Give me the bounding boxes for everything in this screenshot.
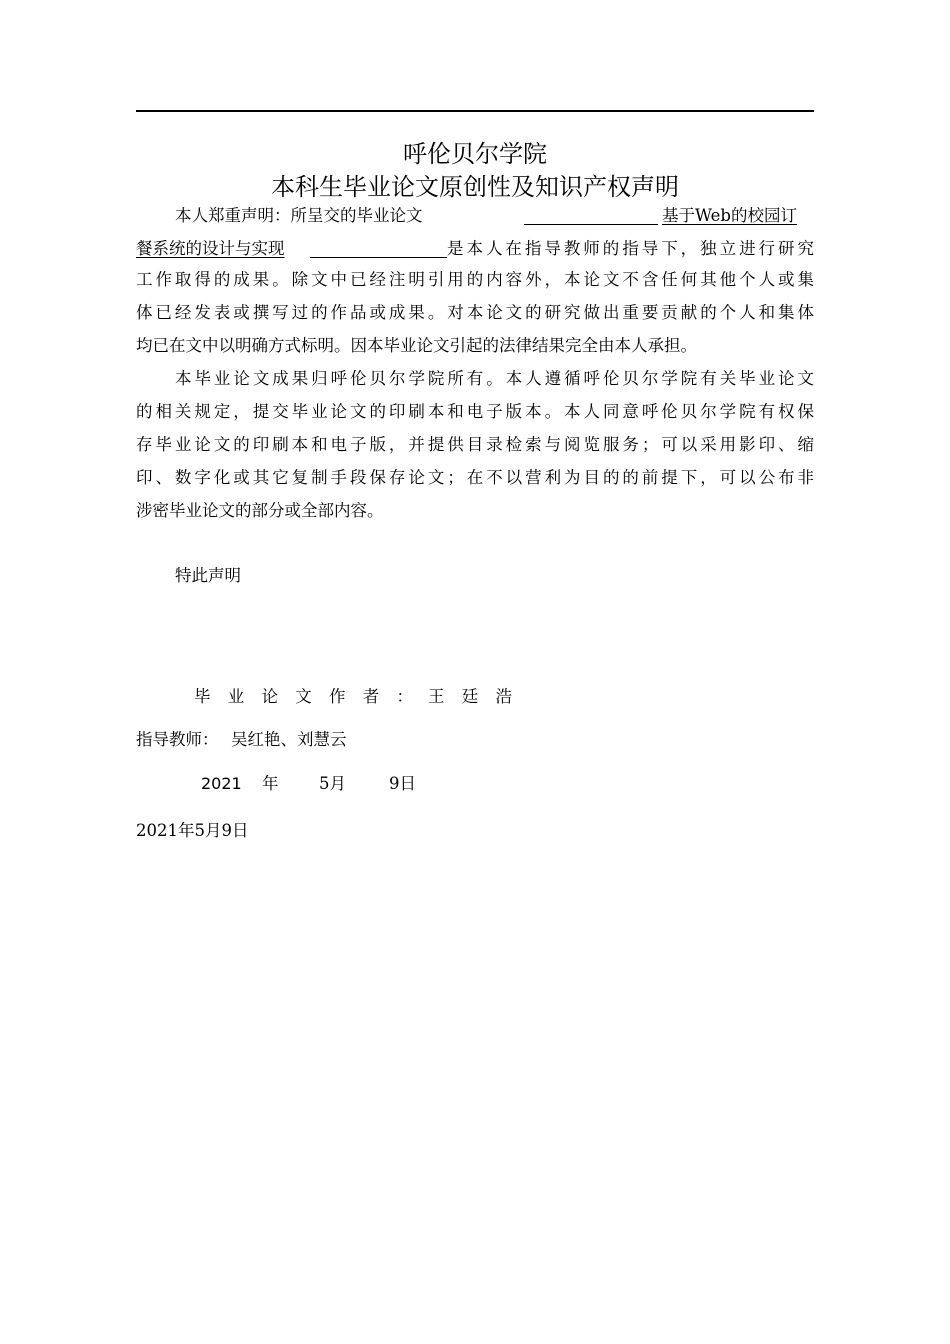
advisor-names: 吴红艳、刘慧云: [231, 730, 347, 749]
title-underline-blank-2: [310, 256, 447, 258]
date-year-unit: 年: [262, 774, 279, 793]
p2-line1: 本毕业论文成果归呼伦贝尔学院所有。本人遵循呼伦贝尔学院有关毕业论文: [175, 369, 814, 388]
p2-line5: 涉密毕业论文的部分或全部内容。: [136, 501, 384, 520]
p1-after-title: 是本人在指导教师的指导下，独立进行研究: [447, 239, 814, 258]
p2-line4: 印、数字化或其它复制手段保存论文；在不以营利为目的的前提下，可以公布非: [136, 468, 814, 487]
thesis-title-part1: 基于Web的校园订: [662, 206, 797, 225]
title-underline-blank: [524, 223, 658, 225]
p1-line5: 均已在文中以明确方式标明。因本毕业论文引起的法律结果完全由本人承担。: [136, 336, 697, 355]
date-year: 2021: [201, 774, 242, 793]
declaration-title: 本科生毕业论文原创性及知识产权声明: [271, 173, 679, 201]
p2-line2: 的相关规定，提交毕业论文的印刷本和电子版本。本人同意呼伦贝尔学院有权保: [136, 402, 814, 421]
p2-line3: 存毕业论文的印刷本和电子版，并提供目录检索与阅览服务；可以采用影印、缩: [136, 435, 814, 454]
institution-title: 呼伦贝尔学院: [403, 140, 547, 168]
p1-lead: 本人郑重声明：所呈交的毕业论文: [175, 206, 423, 225]
date-month: 5月: [319, 774, 346, 793]
advisor-label: 指导教师：: [136, 730, 219, 749]
author-label: 毕 业 论 文 作 者 ：: [194, 687, 419, 706]
thesis-title-part2: 餐系统的设计与实现: [136, 239, 285, 258]
date-day: 9日: [389, 774, 416, 793]
top-rule: [136, 110, 814, 112]
p1-line3: 工作取得的成果。除文中已经注明引用的内容外，本论文不含任何其他个人或集: [136, 270, 814, 289]
author-name: 王 廷 浩: [428, 687, 518, 706]
p1-line4: 体已经发表或撰写过的作品或成果。对本论文的研究做出重要贡献的个人和集体: [136, 303, 814, 322]
date-full: 2021年5月9日: [136, 821, 249, 840]
closing-statement: 特此声明: [175, 566, 241, 585]
